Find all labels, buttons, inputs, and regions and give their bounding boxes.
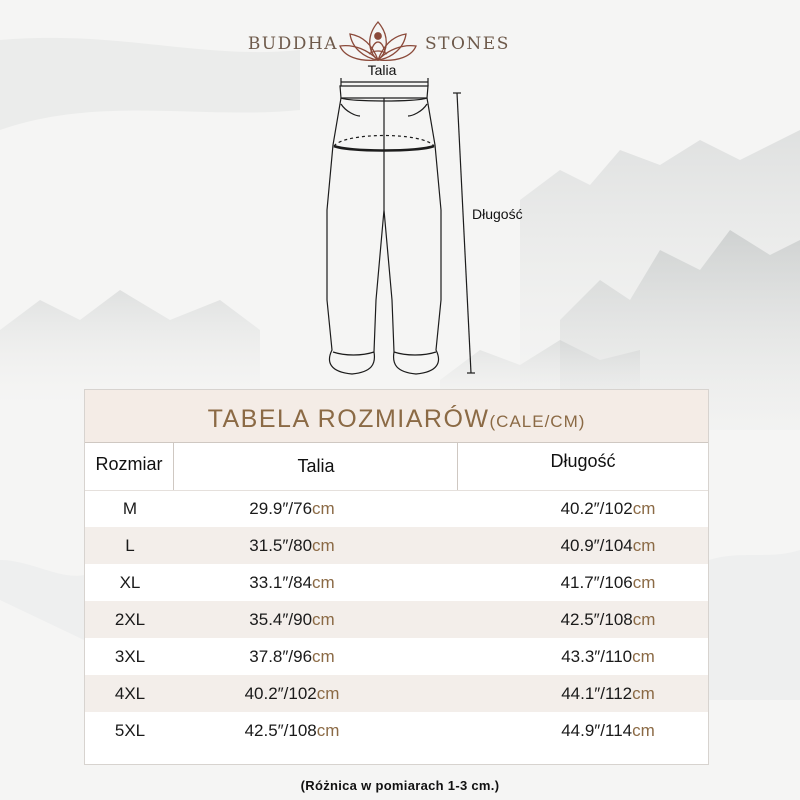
cell-waist-value: 31.5″/80 bbox=[249, 536, 313, 555]
cell-length bbox=[488, 712, 728, 749]
cell-waist-value: 33.1″/84 bbox=[249, 573, 313, 592]
cell-size: 4XL bbox=[114, 684, 146, 703]
unit-label: cm bbox=[632, 684, 655, 703]
table-row bbox=[85, 675, 708, 712]
table-header bbox=[85, 442, 708, 491]
table-title-unit: (CALE/CM) bbox=[489, 412, 586, 431]
cell-length bbox=[488, 638, 728, 675]
unit-label: cm bbox=[632, 536, 656, 555]
cell-length bbox=[488, 675, 728, 712]
header-length: Długość bbox=[550, 451, 616, 471]
cell-size: L bbox=[125, 536, 135, 555]
unit-label: cm bbox=[632, 721, 655, 740]
unit-label: cm bbox=[312, 499, 335, 518]
cell-length bbox=[488, 490, 728, 527]
cell-waist bbox=[200, 564, 384, 601]
brand-name-left: BUDDHA bbox=[247, 34, 338, 54]
cell-waist bbox=[200, 675, 384, 712]
cell-waist bbox=[200, 490, 384, 527]
table-row bbox=[85, 490, 708, 527]
table-title-main: TABELA ROZMIARÓW bbox=[207, 405, 490, 433]
unit-label: cm bbox=[312, 610, 335, 629]
cell-waist-value: 40.2″/102 bbox=[244, 684, 317, 703]
pants-diagram bbox=[0, 0, 800, 390]
unit-label: cm bbox=[632, 647, 655, 666]
cell-waist bbox=[200, 601, 384, 638]
brand-name-right: STONES bbox=[425, 34, 510, 54]
unit-label: cm bbox=[632, 610, 656, 629]
cell-length bbox=[488, 527, 728, 564]
cell-waist bbox=[200, 638, 384, 675]
cell-size: 2XL bbox=[114, 610, 146, 629]
header-divider bbox=[173, 442, 174, 490]
waist-label: Talia bbox=[367, 62, 397, 78]
size-chart-table bbox=[84, 389, 709, 765]
length-label: Długość bbox=[472, 206, 523, 222]
table-row bbox=[85, 638, 708, 675]
cell-waist-value: 42.5″/108 bbox=[244, 721, 317, 740]
cell-length-value: 44.1″/112 bbox=[561, 684, 633, 703]
cell-length-value: 43.3″/110 bbox=[561, 647, 633, 666]
unit-label: cm bbox=[632, 499, 656, 518]
cell-waist-value: 37.8″/96 bbox=[249, 647, 313, 666]
measurement-note: (Różnica w pomiarach 1-3 cm.) bbox=[300, 778, 500, 793]
cell-size: XL bbox=[119, 573, 141, 592]
table-row bbox=[85, 601, 708, 638]
cell-waist bbox=[200, 712, 384, 749]
unit-label: cm bbox=[312, 536, 335, 555]
cell-length-value: 44.9″/114 bbox=[561, 721, 633, 740]
cell-length-value: 40.9″/104 bbox=[560, 536, 633, 555]
cell-length-value: 42.5″/108 bbox=[560, 610, 633, 629]
table-row bbox=[85, 564, 708, 601]
unit-label: cm bbox=[316, 684, 340, 703]
header-waist: Talia bbox=[297, 456, 335, 476]
unit-label: cm bbox=[632, 573, 656, 592]
cell-waist bbox=[200, 527, 384, 564]
cell-size: 3XL bbox=[114, 647, 146, 666]
unit-label: cm bbox=[316, 721, 340, 740]
table-title bbox=[85, 390, 708, 443]
table-row bbox=[85, 712, 708, 749]
cell-waist-value: 35.4″/90 bbox=[249, 610, 313, 629]
cell-length bbox=[488, 601, 728, 638]
table-row bbox=[85, 527, 708, 564]
cell-length-value: 40.2″/102 bbox=[560, 499, 633, 518]
cell-size: M bbox=[122, 499, 138, 518]
unit-label: cm bbox=[312, 573, 335, 592]
cell-waist-value: 29.9″/76 bbox=[249, 499, 313, 518]
cell-size: 5XL bbox=[114, 721, 146, 740]
unit-label: cm bbox=[312, 647, 335, 666]
header-size: Rozmiar bbox=[95, 454, 163, 474]
header-divider bbox=[457, 442, 458, 490]
cell-length bbox=[488, 564, 728, 601]
cell-length-value: 41.7″/106 bbox=[560, 573, 633, 592]
